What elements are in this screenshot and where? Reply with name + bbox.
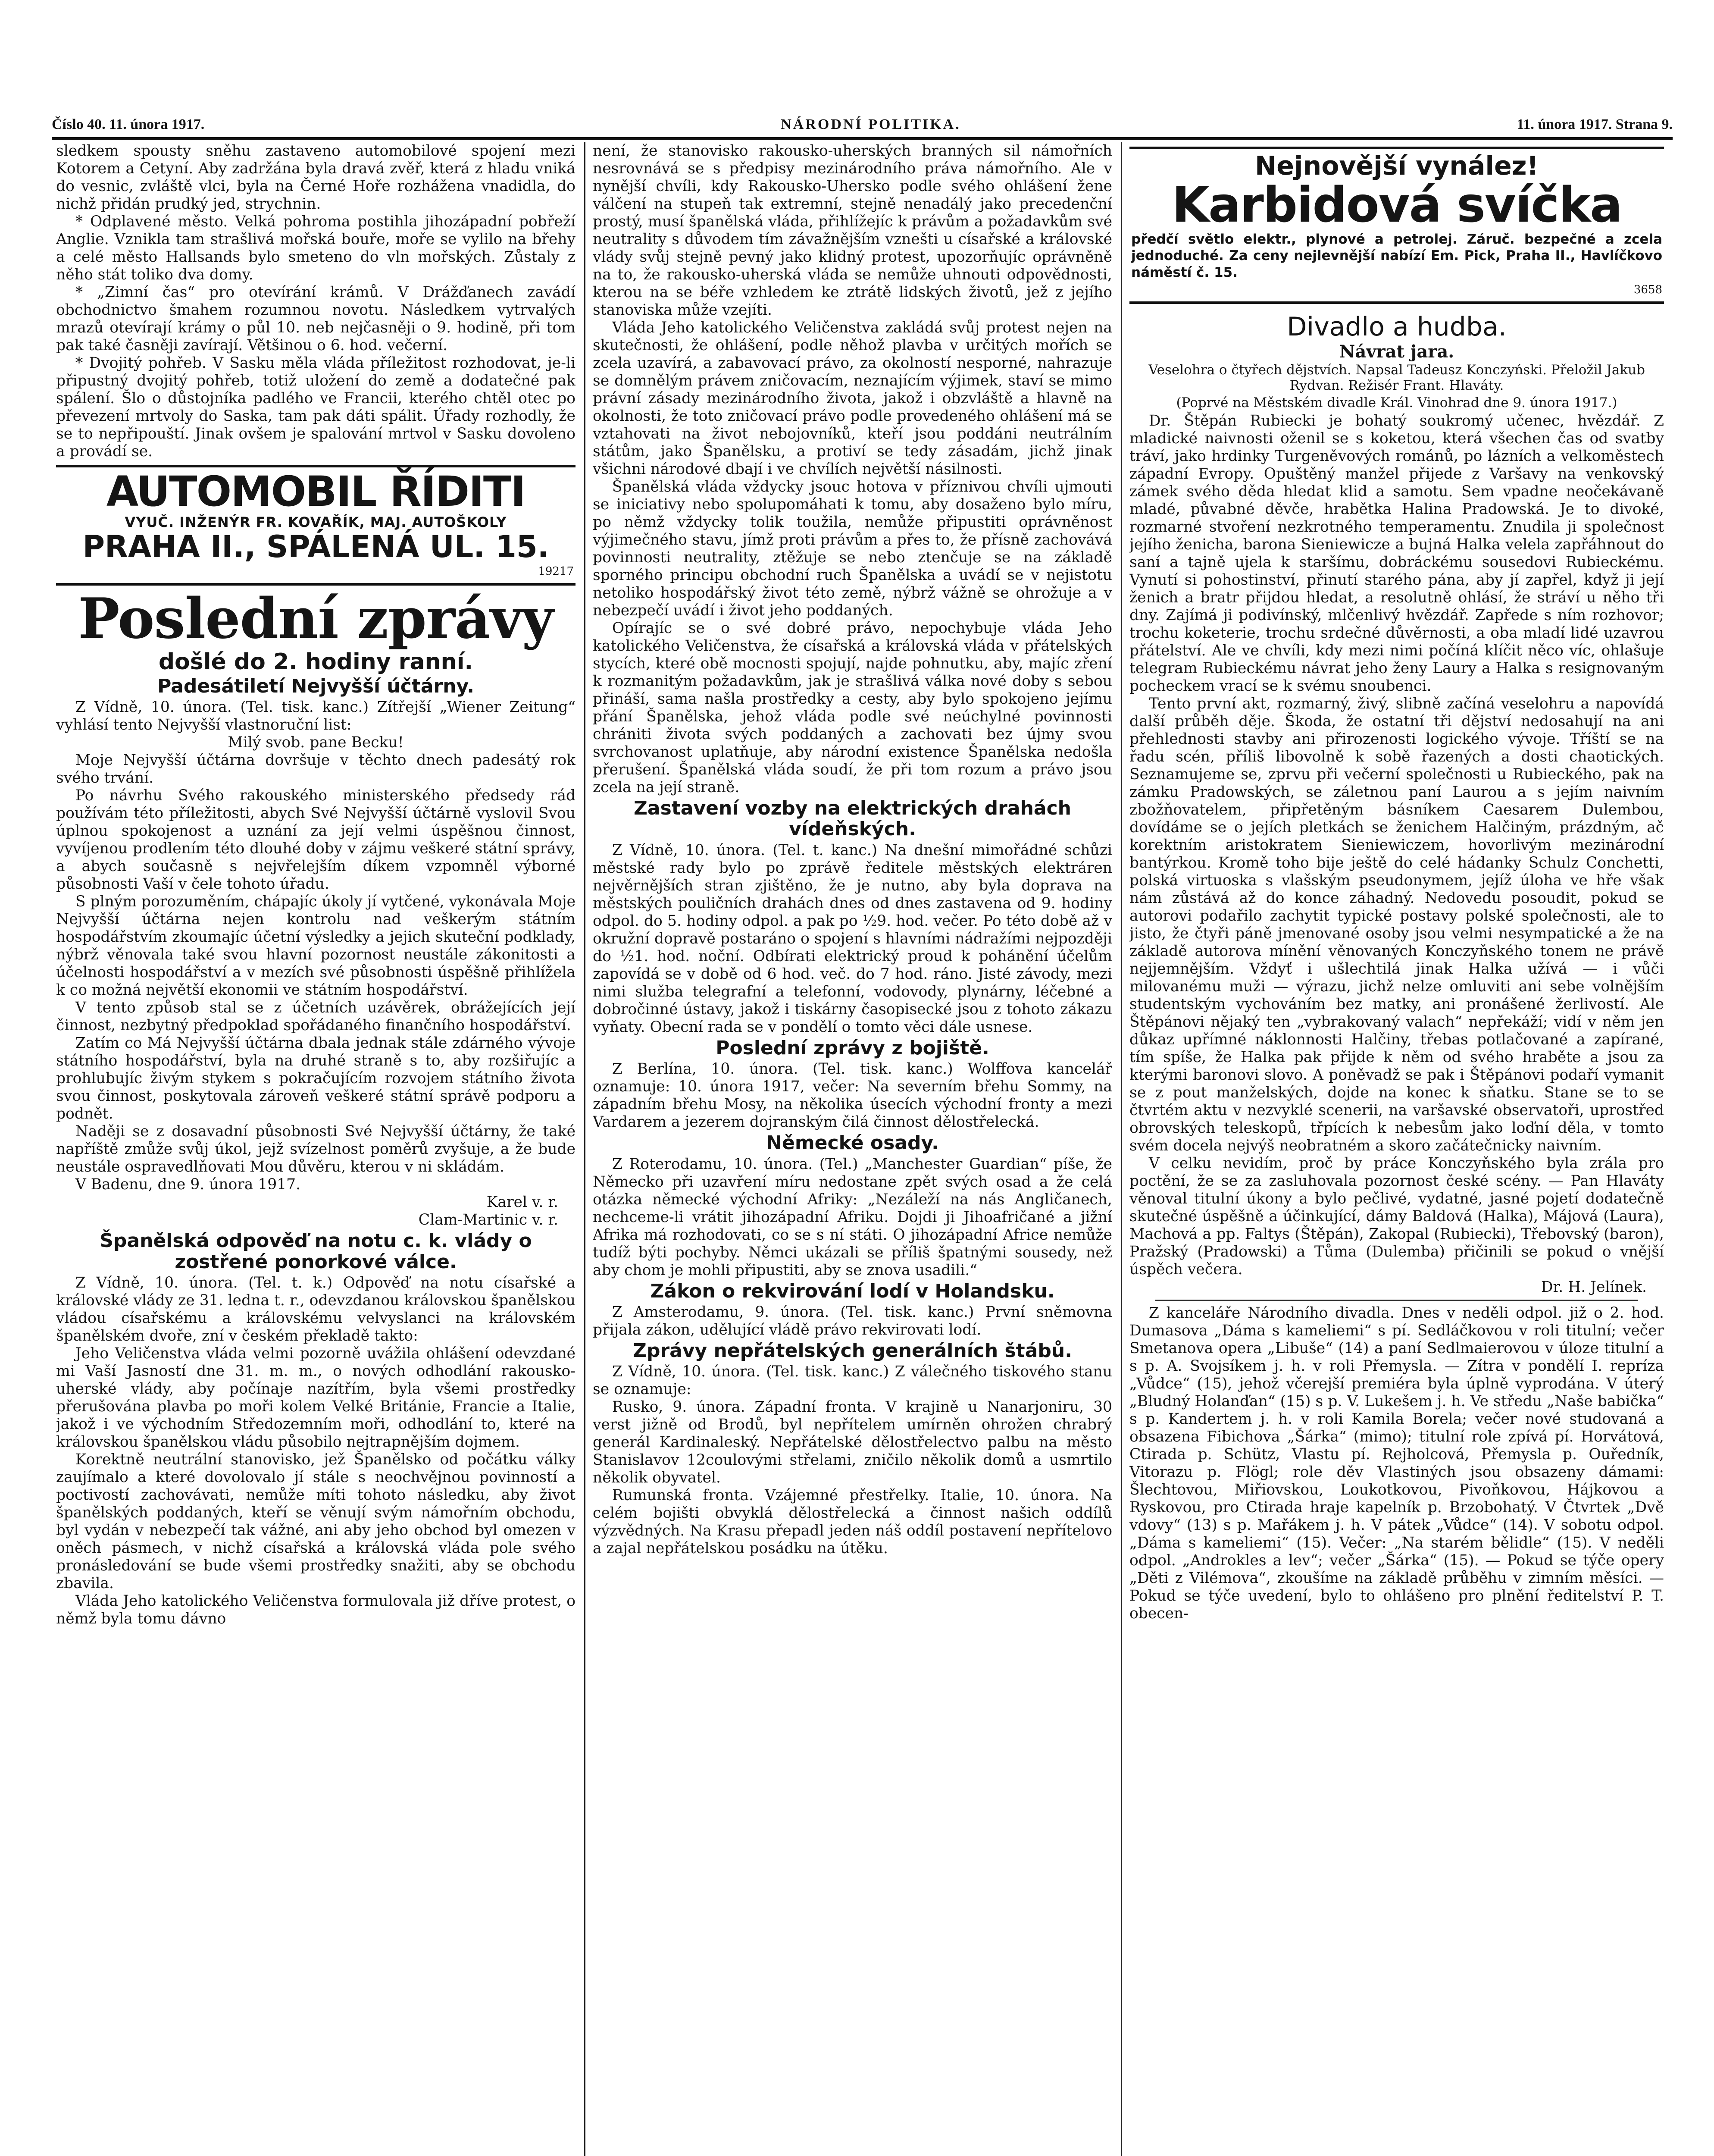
masthead bbox=[52, 116, 1673, 134]
headline-spanelska: Španělská odpověď na notu c. k. vlády o zostřené ponorkové válce. bbox=[100, 1230, 532, 1273]
article-paragraph: Moje Nejvyšší účtárna dovršuje v těchto dnech padesátý rok svého trvání. bbox=[56, 752, 576, 787]
theatre-news-paragraph: Z kanceláře Národního divadla. Dnes v neděli odpol. již o 2. hod. Dumasova „Dáma s kameliemi“ s pí. Sedláčkovou v roli titulní; večer Smetanova opera „Libuše“ (14) a paní Sedlmaierovou v úloze titulní a s p. A. Svojsíkem j. h. v roli Přemysla. — Zítra v pondělí I. repríza „Vůdce“ (15), jehož včerejší premiéra byla úplně vyprodána. V úterý „Bludný Holanďan“ (15) s p. V. Lukešem j. h. Ve středu „Naše babička“ s p. Kandertem j. h. v roli Kamila Borela; večer nové studovaná a obsazena Fibichova „Šárka“ (mimo); titulní role zpívá pí. Horvátová, Ctirada p. Schütz, Vlastu pí. Rejholcová, Přemysla p. Ouředník, Vitorazu p. Flögl; role děv Vlastiných jsou obsazeny dámami: Šlechtovou, Miřiovskou, Loukotkovou, Pivoňkovou, Hájkovou a Ryskovou, pro Ctirada hraje kapelník p. Brzobohatý. V Čtvrtek „Dvě vdovy“ (13) s p. Mařákem j. h. V pátek „Vůdce“ (14). V sobotu odpol. „Dáma s kameliemi“ (15). Večer: „Na starém bělidle“ (15). V neděli odpol. „Androkles a lev“; večer „Šárka“ (15). — Pokud se týče opery „Děti z Vilémova“, zkoušíme na základě průběhu v zimním měsíci. — Pokud se týče uvedení, bylo to ohlášeno pro plnění ředitelství P. T. obecen- bbox=[1129, 1304, 1664, 1622]
section-title-posledni-zpravy: Poslední zprávy bbox=[78, 586, 554, 652]
article-paragraph: Z Vídně, 10. února. (Tel. t. k.) Odpověď na notu císařské a královské vlády ze 31. ledna t. r., odevzdanou královskou španělskou vládou císařskému a královskému velvyslanci na královském španělském dvoře, zní v českém překladě takto: bbox=[56, 1274, 576, 1345]
article-paragraph: S plným porozuměním, chápajíc úkoly jí vytčené, vykonávala Moje Nejvyšší účtárna nejen kontrolu nad veškerým státním hospodářstvím zkoumajíc účetní výsledky a jejich skuteční podklady, nýbrž věnovala také svou hlavní pozornost neustále zákonitosti a účelnosti hospodářství a v mezích své působnosti úspěšně přihlížela k co možná největší ekonomii ve státním hospodářství. bbox=[56, 893, 576, 999]
ad-title: AUTOMOBIL ŘÍDITI bbox=[106, 467, 525, 516]
ad-title: Karbidová svíčka bbox=[1172, 177, 1622, 233]
ad-text: předčí světlo elektr., plynové a petrolej. Záruč. bezpečné a zcela jednoduché. Za ceny nejlevnější nabízí Em. Pick, Praha II., Havlíčkovo náměstí č. 15. bbox=[1131, 231, 1662, 281]
newspaper-name: NÁRODNÍ POLITIKA. bbox=[781, 116, 961, 132]
column-2 bbox=[593, 142, 1112, 2156]
article-paragraph: Opírajíc se o své dobré právo, nepochybuje vláda Jeho katolického Veličenstva, že císařská a královská vláda v přátelských stycích, které obě mocnosti spojují, najde pohnutku, aby, majíc zření k rozmanitým požadavkům, jak je strašlivá válka nové doby s sebou přináší, sama našla prostředky a cesty, aby bylo spokojeno jejímu přání Španělska, jehož vláda podle své neúchylné povinnosti chrániti života svých poddaných a zachovati bez újmy svou svrchovanost uplatňuje, aby národní existence Španělska nedošla přerušení. Španělská vláda soudí, že při tom rozum a právo jsou zcela na její straně. bbox=[593, 620, 1112, 796]
letter-salutation: Milý svob. pane Becku! bbox=[228, 734, 404, 752]
play-title: Návrat jara. bbox=[1339, 341, 1454, 362]
article-paragraph: Korektně neutrální stanovisko, jež Španělsko od počátku války zaujímalo a které dovolovalo jí stále s neochvějnou povinností a poctivostí zachovávati, nemůže míti tohoto následku, aby život španělských poddaných, kteří se věnují svým námořním obchodu, byl vydán v nebezpečí tak vážné, ani aby jeho obchod byl omezen v oněch pásmech, v nichž císařská a královská vláda pole svého pronásledování se bude všemi prostředky snažiti, aby se obchodu zbavila. bbox=[56, 1451, 576, 1592]
headline-vozby: Zastavení vozby na elektrických drahách vídeňských. bbox=[633, 797, 1071, 840]
article-paragraph: Z Vídně, 10. února. (Tel. tisk. kanc.) Zítřejší „Wiener Zeitung“ vyhlásí tento Nejvyšší vlastnoruční list: bbox=[56, 699, 576, 734]
review-paragraph: Tento první akt, rozmarný, živý, slibně začíná veselohru a napovídá další průběh děje. Škoda, že ostatní tři dějství nedosahují na ani přehlednosti stavby ani přirozenosti logického vývoje. Tříští se na řadu scén, příliš libovolně k sobě řazených a dosti chaotických. Seznamujeme se, zprvu při večerní společnosti u Rubieckého, pak na zámku Pradowských, se záletnou paní Laurou a s jejím naivním zbožňovatelem, připřetěným básníkem Caesarem Dulembou, dovídáme se o jejích pletkách se ženichem Halčiným, prázdným, ač korektním aristokratem Sieniewiczem, hovorlivým mezinárodní bantýrkou. Kromě toho bije ještě do celé hádanky Schulz Conchetti, polská virtuoska s vlašským pseudonymem, jejíž úloha ve hře však nám zůstává až do konce záhadný. Nedovedu posoudit, pokud se autorovi podařilo zachytit typické postavy polské společnosti, ale to jisto, že čtyři páně jmenované osoby jsou velmi nesympatické a že na základě autorova mínění věnovaných Konczyňského tonem ne právě nejjemnějším. Vždyť i ušlechtilá jinak Halka užívá — i vůči milovanému muži — výrazu, jichž nelze omluviti ani sebe volnějším studentským vychováním bez matky, ani pronášené žerlivostí. Ale Štěpánovi nějaký ten „vybrakovaný valach“ nepřekáží; vidí v něm jen důkaz upřímné náklonnosti Halčiny, třebas potlačované a zapírané, tím spíše, že Halka pak přijde k něm od svého hraběte a jsou za kterými baronovi slovo. A poněvadž se pak i Štěpánovi podaří vymanit se z pout manželských, dojde na konec k sňatku. Stane se to se čtvrtém aktu v nezvyklé scenerii, na varšavské observatoři, uprostřed obrovských teleskopů, třpících k nebesům jako loďní děla, v tomto svém docela nejvýš neobratném a skoro začátečnicky naivním. bbox=[1129, 695, 1664, 1154]
news-item-zimni-cas: * „Zimní čas“ pro otevírání krámů. V Drážďanech zavádí obchodnictvo šmahem rozumnou novotu. Následkem vytrvalých mrazů otevírají krámy o půl 10. neb nejčasněji o 9. hodině, při tom pak také časněji zavírají. Většinou o 6. hod. večerní. bbox=[56, 284, 576, 354]
article-paragraph: Zatím co Má Nejvyšší účtárna dbala jednak stále zdárného vývoje státního hospodářství, byla na druhé straně s to, aby rozšiřujíc a prohlubujíc živým stykem s pokračujícím rozvojem státního života svou činnost, poskytovala zároveň veškeré státní správě podporu a podnět. bbox=[56, 1034, 576, 1123]
column-divider bbox=[584, 142, 585, 2156]
news-item-dvojity-pohreb: * Dvojitý pohřeb. V Sasku měla vláda příležitost rozhodovat, je-li připustný dvojitý pohřeb, totiž uložení do země a dodatečné pak spálení. Šlo o důstojníka padlého ve Francii, kterého chtěl otec po převezení mrtvoly do Saska, tam pak dáti spálit. Úřady rozhodly, že se to nepřipouští. Jinak ovšem je spalování mrtvol v Sasku dovoleno a provádí se. bbox=[56, 354, 576, 460]
issue-date: Číslo 40. 11. února 1917. bbox=[52, 116, 205, 132]
page-number: 11. února 1917. Strana 9. bbox=[1517, 116, 1673, 132]
article-paragraph: Rusko, 9. února. Západní fronta. V krajině u Nanarjoniru, 30 verst jižně od Brodů, byl nepřítelem umírněn ohrožen chrabrý generál Kardinaleský. Nepřátelské dělostřelectvo palbu na město Stanislavov 12coulovými střelami, zničilo několik domů a usmrtilo několik obyvatel. bbox=[593, 1398, 1112, 1487]
letter-signature: Karel v. r. bbox=[486, 1194, 558, 1211]
headline-lodi: Zákon o rekvirování lodí v Holandsku. bbox=[650, 1280, 1055, 1302]
article-paragraph: Naději se z dosavadní působnosti Své Nejvyšší účtárny, že také napříště zmůže svůj úkol, jejž svízelnost poměrů zvyšuje, a že bude neustále ospravedlňovati Mou důvěru, kterou v ni skládám. bbox=[56, 1123, 576, 1176]
article-paragraph: sledkem spousty sněhu zastaveno automobilové spojení mezi Kotorem a Cetyní. Aby zadržána byla dravá zvěř, která z hladu vniká do vesnic, zvláště vlci, byla na Černé Hoře rozhážena vnadidla, do nichž přidán prudký jed, strychnin. bbox=[56, 142, 576, 213]
letter-countersignature: Clam-Martinic v. r. bbox=[418, 1211, 558, 1229]
ad-address: PRAHA II., SPÁLENÁ UL. 15. bbox=[82, 529, 549, 564]
article-paragraph: Španělská vláda vždycky jsouc hotova v příznivou chvíli ujmouti se iniciativy nebo spolupomáhati k tomu, aby dosaženo bylo míru, po němž vždycky tolik toužila, nemůže připustiti oprávněnost výjimečného stavu, jímž proti právům a přes to, že přísně zachovává povinnosti neutrality, ztěžuje se nebo ztenčuje se na základě sporného principu obchodní ruch Španělska a uvádí se v nejistotu netoliko hospodářský život této země, nýbrž vážně se ohrožuje a v nebezpečí uvádí i život jeho poddaných. bbox=[593, 478, 1112, 619]
section-separator bbox=[1155, 1300, 1638, 1301]
section-subtitle: došlé do 2. hodiny ranní. bbox=[158, 649, 473, 675]
letter-place-date: V Badenu, dne 9. února 1917. bbox=[75, 1176, 301, 1194]
play-credits: Veselohra o čtyřech dějstvích. Napsal Tadeusz Konczyński. Přeložil Jakub Rydvan. Režisér Frant. Hlaváty. bbox=[1148, 362, 1645, 393]
article-paragraph: Z Amsterodamu, 9. února. (Tel. tisk. kanc.) První sněmovna přijala zákon, udělující vládě právo rekvirovati lodí. bbox=[593, 1303, 1112, 1338]
article-paragraph: není, že stanovisko rakousko-uherských branných sil námořních nesrovnává se s předpisy mezinárodního práva námořního. Ale v nynější chvíli, kdy Rakousko-Uhersko podle svého ohlášení žene válčení na stupeň tak extremní, stejně nenadálý jako precedenční prostý, musí španělská vláda, přihlížejíc k právům a požadavkům své neutrality s důvodem tím závažnějším vznešti u císařské a královské vlády svůj stejně pevný jako klidný protest, upozorňujíc oprávněně na to, že rakousko-uherská vláda se nemůže uhnouti odpovědnosti, kterou na se béře vzhledem ke ztrátě lidských životů, jež z jejího stanoviska může vzejíti. bbox=[593, 142, 1112, 319]
column-1 bbox=[56, 142, 576, 2156]
article-paragraph: Po návrhu Svého rakouského ministerského předsedy rád používám této příležitosti, abych Své Nejvyšší účtárně vyslovil Svou úplnou spokojenost a uznání za její velmi úspěšnou činnost, vyvíjenou prodlením této dlouhé doby v zájmu veškeré státní správy, a abych současně s nejvřelejším díkem vzpomněl výborné působnosti Vaší v čele tohoto úřadu. bbox=[56, 787, 576, 893]
review-paragraph: Dr. Štěpán Rubiecki je bohatý soukromý učenec, hvězdář. Z mladické naivnosti oženil se s koketou, která všechen čas od svatby tráví, jako hrdinky Turgeněvových románů, po lázních a velkoměstech západní Evropy. Opuštěný manžel přijede z Varšavy na venkovský zámek svého děda hledat klid a samotu. Sem vpadne neočekávaně mladé, půvabné děvče, hrabětka Halina Pradowská. Je to divoké, rozmarné stvoření nezkrotného temperamentu. Znudila ji společnost jejího ženicha, barona Sieniewicze a bujná Halka velela zapřáhnout do saní a tajně ujela k staršímu, dobráckému sousedovi Rubieckému. Vynutí si pohostinství, přinutí starého pána, aby jí zapřel, když ji její ženich a bratr přijdou hledat, a resolutně ohlásí, že stráví u něho tři dny. Zajímá ji podivínský, mlčenlivý hvězdář. Zapřede s ním rozhovor; trochu koketerie, trochu srdečné důvěrnosti, a oba mladí lidé uzavrou přátelství. Ale ve chvíli, kdy mezi nimi počíná klíčit něco víc, ohlašuje telegram Rubieckému návrat jeho ženy Laury a Halka s resignovaným pocheckem vrací se k svému snoubenci. bbox=[1129, 412, 1664, 695]
article-paragraph: V tento způsob stal se z účetních uzávěrek, obrážejících její činnost, nezbytný předpoklad spořádaného finančního hospodářství. bbox=[56, 999, 576, 1034]
ad-number: 3658 bbox=[1633, 283, 1662, 296]
headline-ucetni: Padesátiletí Nejvyšší účtárny. bbox=[157, 675, 474, 697]
article-paragraph: Jeho Veličenstva vláda velmi pozorně uvážila ohlášení odevzdané mi Vaší Jasností dne 31. m. m., o nových odhodlání rakousko-uherské vlády, aby počínaje nazítřím, byla všemi prostředky přerušována plavba po moři kolem Velké Británie, Francie a Italie, jakož i ve východním Středozemním moři, odhodlání to, které na královskou španělskou vládu působilo nejtrapnějším dojmem. bbox=[56, 1345, 576, 1451]
column-3 bbox=[1129, 142, 1664, 2156]
play-premiere: (Poprvé na Městském divadle Král. Vinohrad dne 9. února 1917.) bbox=[1176, 395, 1617, 411]
article-paragraph: Z Vídně, 10. února. (Tel. t. kanc.) Na dnešní mimořádné schůzi městské rady bylo po zprávě ředitele městských elektráren nejvěrnějších stran zjištěno, že je nutno, aby byla doprava na městských pouličních drahách dnes od dnes zastavena od 9. hodiny odpol. do 5. hodiny odpol. a pak po ½9. hod. večer. Po této době až v okružní dopravě postaráno o spojení s hlavními nádražími nejpozději do ½1. hod. noční. Odbírati elektrický proud k pohánění účelům zapovídá se v době od 6 hod. več. do 7 hod. ráno. Jisté závody, mezi nimi služba telegrafní a telefonní, vodovody, plynárny, léčebné a dobročinné ústavy, jakož i tiskárny časopisecké jsou z tohoto zákazu vyňaty. Obecní rada se v pondělí o tomto věci dále usnese. bbox=[593, 841, 1112, 1036]
article-paragraph: Z Roterodamu, 10. února. (Tel.) „Manchester Guardian“ píše, že Německo při uzavření míru nedostane zpět svých osad a že celá otázka německé východní Afriky: „Nezáleží na nás Angličanech, nechceme-li vrátit jihozápadní Afriku. Dojdi ji Jihoafričané a jižní Afrika má rozhodovati, co se s ní státi. O jihozápadní Africe nemůže tudíž býti pochyby. Němci ukázali se příliš špatnými sousedy, než aby chom je mohli připustiti, aby se znova usadili.“ bbox=[593, 1155, 1112, 1279]
column-divider bbox=[1121, 142, 1122, 2156]
article-paragraph: Rumunská fronta. Vzájemné přestřelky. Italie, 10. února. Na celém bojišti obvyklá dělostřelecká a činnost našich oddílů výzvědných. Na Krasu přepadl jeden náš oddíl postavení nepřítelovo a zajal nepřátelskou posádku na útěku. bbox=[593, 1487, 1112, 1557]
news-item-odplavene-mesto: * Odplavené město. Velká pohroma postihla jihozápadní pobřeží Anglie. Vznikla tam strašlivá mořská bouře, moře se vylilo na břehy a celé město Hallsands bylo smeteno do vln mořských. Zůstaly z něho stát toliko dva domy. bbox=[56, 213, 576, 283]
review-author: Dr. H. Jelínek. bbox=[1541, 1278, 1647, 1296]
article-paragraph: Vláda Jeho katolického Veličenstva formulovala již dříve protest, o němž byla tomu dávno bbox=[56, 1592, 576, 1628]
review-paragraph: V celku nevidím, proč by práce Konczyňského byla zrála pro poctění, že se za zasluhovala pozornost české scény. — Pan Hlaváty věnoval titulní úkony a bylo pečlivé, vydatné, jasné pojetí dodatečně skutečné úspěšně a účinkující, dámy Baldová (Halka), Májová (Laura), Machová a pp. Faltys (Štěpán), Zakopal (Rubiecki), Třebovský (baron), Pražský (Pradowski) a Tůma (Dulemba) přičinili se pokud o vnější úspěch večera. bbox=[1129, 1154, 1664, 1278]
section-title-divadlo: Divadlo a hudba. bbox=[1287, 311, 1507, 342]
headline-bojiste: Poslední zprávy z bojiště. bbox=[716, 1037, 989, 1059]
ad-kicker: Nejnovější vynález! bbox=[1255, 151, 1539, 181]
article-paragraph: Vláda Jeho katolického Veličenstva zakládá svůj protest nejen na skutečnosti, že ohlášení, podle něhož plavba v určitých mořích se zcela uzavírá, a zabavovací právo, za okolností nesporné, nahrazuje se domnělým právem zničovacím, neznajícím výjimek, staví se mimo právní zásady mezinárodního života, jakož i obzvláště a hlavně na okolnosti, že toto zničovací právo podle provedeného ohlášení má se vztahovati na život nebojovníků, kteří jsou poddáni neutrálním státům, jako Španělsku, a protiví se tedy zásadám, jichž jinak všichni národové dbají i ve chvílích největší násilnosti. bbox=[593, 319, 1112, 478]
ad-number: 19217 bbox=[538, 565, 574, 578]
ad-owner: VYUČ. INŽENÝR FR. KOVAŘÍK, MAJ. AUTOŠKOLY bbox=[125, 514, 507, 530]
headline-osady: Německé osady. bbox=[766, 1132, 939, 1154]
article-paragraph: Z Vídně, 10. února. (Tel. tisk. kanc.) Z válečného tiskového stanu se oznamuje: bbox=[593, 1363, 1112, 1398]
article-paragraph: Z Berlína, 10. února. (Tel. tisk. kanc.) Wolffova kancelář oznamuje: 10. února 1917, večer: Na severním břehu Sommy, na západním břehu Mosy, na několika úsecích východní fronty a mezi Vardarem a jezerem dojranským čilá činnost dělostřelecká. bbox=[593, 1060, 1112, 1131]
autoskola-advertisement bbox=[56, 465, 576, 586]
headline-nepratelske: Zprávy nepřátelských generálních štábů. bbox=[633, 1339, 1072, 1362]
karbid-advertisement bbox=[1129, 147, 1664, 304]
masthead-rule bbox=[52, 137, 1673, 140]
